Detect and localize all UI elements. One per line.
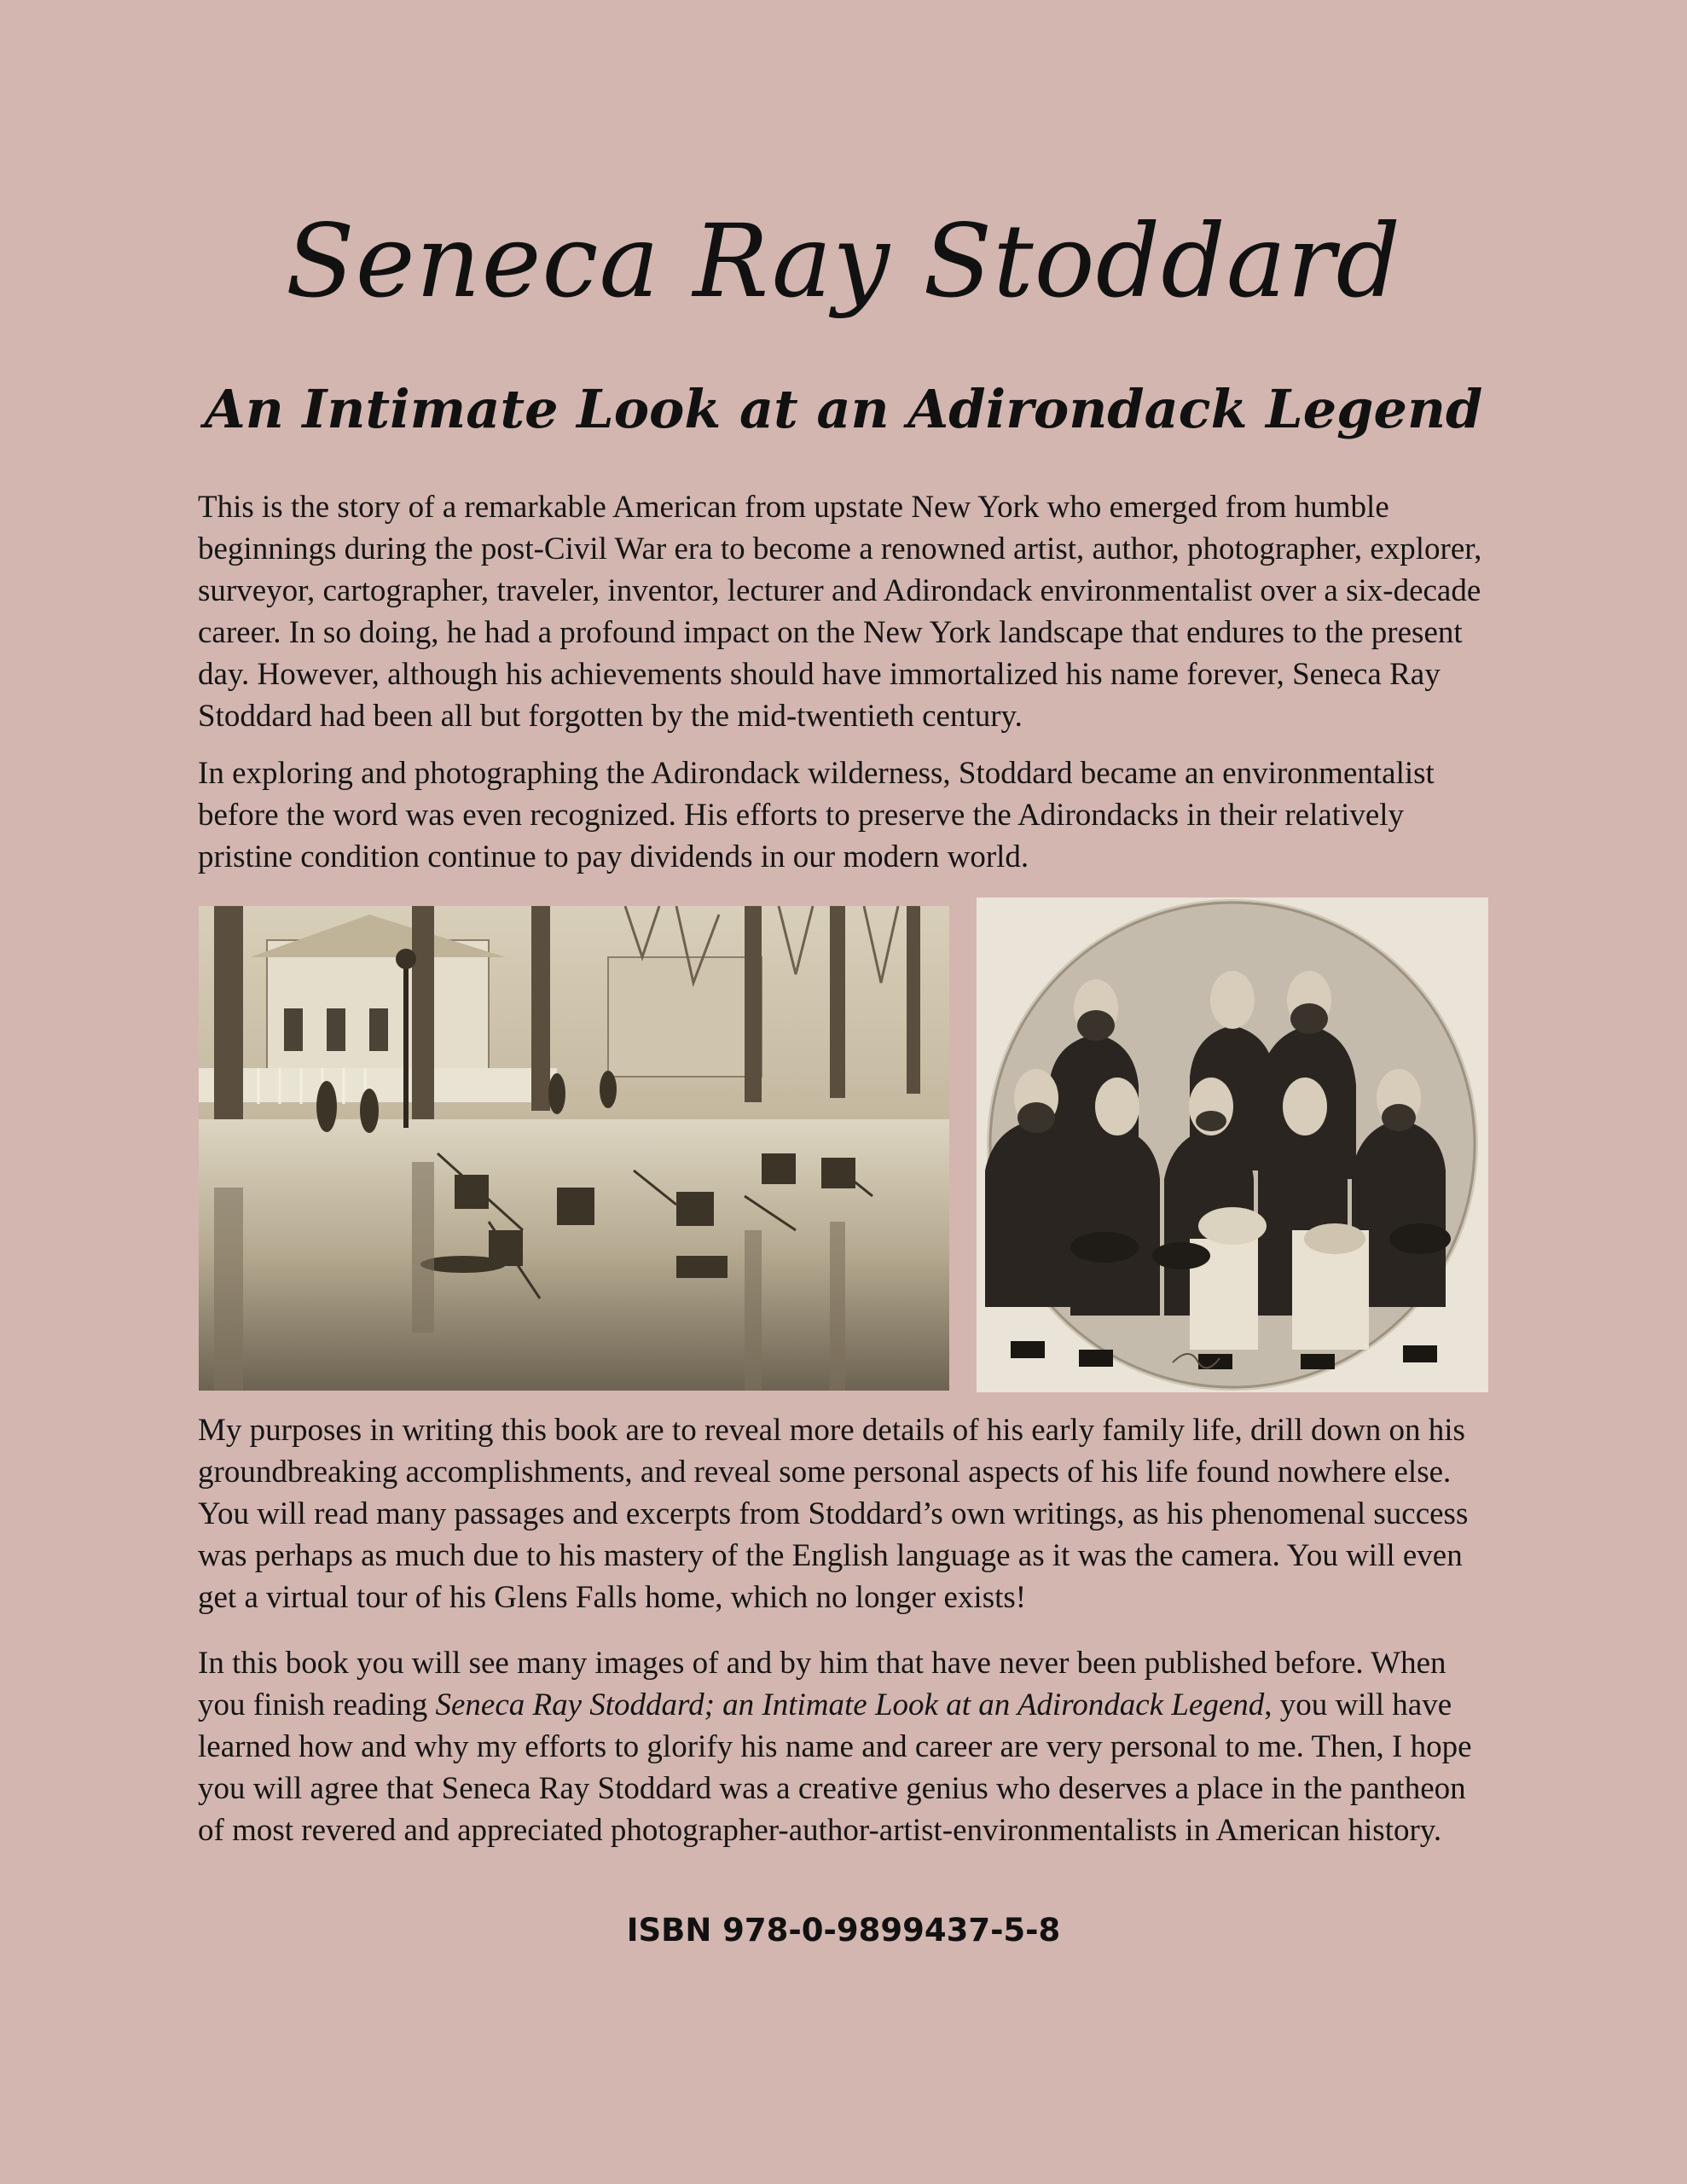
intro-paragraph: This is the story of a remarkable American from upstate New York who emerged from humble beginnings during the post-Civil War era to become a renowned artist, author, photographer, explorer, surveyor, cartographer, traveler, inventor, lecturer and Adirondack environmentalist over a six-decade career. In so doing, he had a profound impact on the New York landscape that endures to the present day. However, although his achievements should have immortalized his name forever, Seneca Ray Stoddard had been all but forgotten by the mid-twentieth century.: [198, 490, 1482, 734]
closing-text-start: In this book you will see many images of and by him that have never been published before. When you finish reading: [198, 1646, 1446, 1722]
closing-text-end: , you will have learned how and why my efforts to glorify his name and career are very personal to me. Then, I hope you will agree that Seneca Ray Stoddard was a creative genius who deserves a place in the pantheon of most revered and appreciated photographer-author-artist-environmentalists in American history.: [198, 1687, 1472, 1848]
purpose-paragraph: My purposes in writing this book are to reveal more details of his early family life, drill down on his groundbreaking accomplishments, and reveal some personal aspects of his life found nowhere else. You will read many passages and excerpts from Stoddard’s own writings, as his phenomenal success was perhaps as much due to his mastery of the English language as it was the camera. You will even get a virtual tour of his Glens Falls home, which no longer exists!: [198, 1413, 1469, 1615]
book-title: Seneca Ray Stoddard: [285, 202, 1402, 320]
isbn-number: ISBN 978-0-9899437-5-8: [626, 1912, 1061, 1949]
group-portrait-photo: [977, 897, 1488, 1392]
street-flood-photo: [199, 906, 949, 1391]
environmentalist-paragraph: In exploring and photographing the Adirondack wilderness, Stoddard became an environmentalist before the word was even recognized. His efforts to preserve the Adirondacks in their relatively pristine condition continue to pay dividends in our modern world.: [198, 756, 1435, 874]
closing-paragraph: [198, 1642, 1494, 1851]
book-title-italic: Seneca Ray Stoddard; an Intimate Look at an Adirondack Legend: [435, 1687, 1265, 1722]
book-subtitle: An Intimate Look at an Adirondack Legend: [204, 378, 1483, 440]
